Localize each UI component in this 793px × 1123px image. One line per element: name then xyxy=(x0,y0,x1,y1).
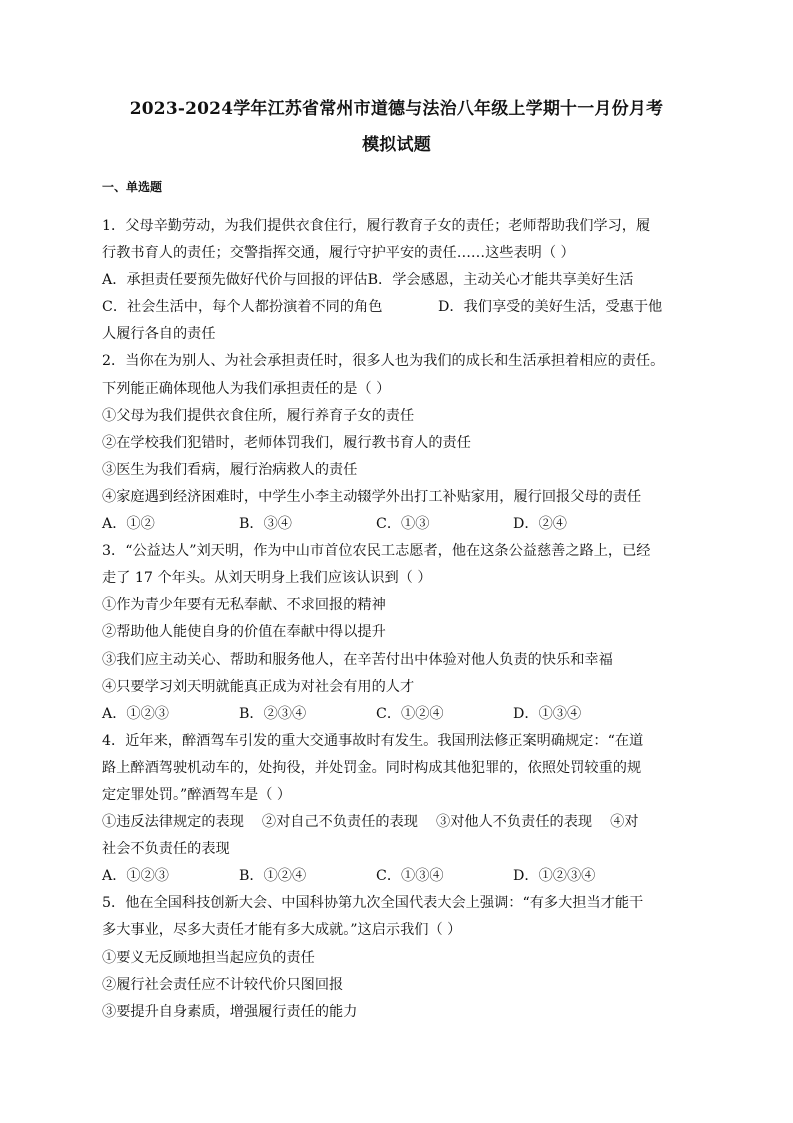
question-stem-line: 4．近年来，醉酒驾车引发的重大交通事故时有发生。我国刑法修正案明确规定：“在道 xyxy=(102,732,644,749)
question-stem-line: 行教书育人的责任；交警指挥交通，履行守护平安的责任……这些表明（ ） xyxy=(102,245,575,262)
question-statement: ②在学校我们犯错时，老师体罚我们，履行教书育人的责任 xyxy=(102,434,471,451)
question-1 xyxy=(102,213,702,348)
question-3 xyxy=(102,538,702,728)
question-statement: ①父母为我们提供衣食住所，履行养育子女的责任 xyxy=(102,407,415,424)
option-d: D．①②③④ xyxy=(513,868,596,885)
question-options xyxy=(102,701,702,728)
question-list xyxy=(102,213,702,1026)
question-stem-line: 走了 17 个年头。从刘天明身上我们应该认识到（ ） xyxy=(102,570,432,587)
question-stem-line: 3．“公益达人”刘天明，作为中山市首位农民工志愿者，他在这条公益慈善之路上，已经 xyxy=(102,543,651,560)
question-4 xyxy=(102,728,702,891)
question-2 xyxy=(102,348,702,538)
question-stem-line: 定定罪处罚。”醉酒驾车是（ ） xyxy=(102,786,292,803)
question-stem-line: 多大事业，尽多大责任才能有多大成就。”这启示我们（ ） xyxy=(102,922,462,939)
option-b: B．③④ xyxy=(239,516,292,533)
question-statement: ④家庭遇到经济困难时，中学生小李主动辍学外出打工补贴家用，履行回报父母的责任 xyxy=(102,488,642,505)
question-statement: ①违反法律规定的表现 ②对自己不负责任的表现 ③对他人不负责任的表现 ④对 xyxy=(102,814,639,831)
option-c: C．社会生活中，每个人都扮演着不同的角色 xyxy=(102,299,383,316)
option-d: D．我们享受的美好生活，受惠于他 xyxy=(438,299,663,316)
question-statement: ①作为青少年要有无私奉献、不求回报的精神 xyxy=(102,597,386,614)
question-statement: ③我们应主动关心、帮助和服务他人，在辛苦付出中体验对他人负责的快乐和幸福 xyxy=(102,651,613,668)
option-c: C．①②④ xyxy=(376,705,444,722)
question-statement: 社会不负责任的表现 xyxy=(102,841,230,858)
question-5 xyxy=(102,890,702,1025)
option-d: D．①③④ xyxy=(513,705,582,722)
question-options xyxy=(102,863,702,890)
question-stem-line: 1．父母辛勤劳动，为我们提供衣食住行，履行教育子女的责任；老师帮助我们学习，履 xyxy=(102,218,651,234)
option-a: A．①②③ xyxy=(102,705,169,722)
question-statement: ②履行社会责任应不计较代价只图回报 xyxy=(102,976,344,993)
option-b: B．①②④ xyxy=(239,868,307,885)
question-stem-line: 2．当你在为别人、为社会承担责任时，很多人也为我们的成长和生活承担着相应的责任。 xyxy=(102,353,665,370)
question-options-line xyxy=(102,294,702,321)
option-b: B．②③④ xyxy=(239,705,307,722)
option-d: D．②④ xyxy=(513,516,567,533)
question-statement: ④只要学习刘天明就能真正成为对社会有用的人才 xyxy=(102,678,415,695)
question-options-line: A．承担责任要预先做好代价与回报的评估B．学会感恩，主动关心才能共享美好生活 xyxy=(102,272,634,289)
option-d-continuation: 人履行各自的责任 xyxy=(102,326,216,343)
option-a: A．①② xyxy=(102,516,155,533)
question-statement: ③要提升自身素质，增强履行责任的能力 xyxy=(102,1003,358,1020)
section-heading: 一、单选题 xyxy=(102,180,163,194)
exam-title-line1: 2023-2024学年江苏省常州市道德与法治八年级上学期十一月份月考 xyxy=(129,99,664,119)
question-statement: ②帮助他人能使自身的价值在奉献中得以提升 xyxy=(102,624,386,641)
exam-title-line2: 模拟试题 xyxy=(362,135,431,155)
option-c: C．①③④ xyxy=(376,868,444,885)
question-stem-line: 5．他在全国科技创新大会、中国科协第九次全国代表大会上强调：“有多大担当才能干 xyxy=(102,895,644,912)
option-a: A．①②③ xyxy=(102,868,169,885)
question-statement: ①要义无反顾地担当起应负的责任 xyxy=(102,949,315,966)
question-options xyxy=(102,511,702,538)
question-stem-line: 下列能正确体现他人为我们承担责任的是（ ） xyxy=(102,380,391,397)
question-statement: ③医生为我们看病，履行治病救人的责任 xyxy=(102,461,358,478)
question-stem-line: 路上醉酒驾驶机动车的，处拘役，并处罚金。同时构成其他犯罪的，依照处罚较重的规 xyxy=(102,759,642,776)
option-c: C．①③ xyxy=(376,516,430,533)
